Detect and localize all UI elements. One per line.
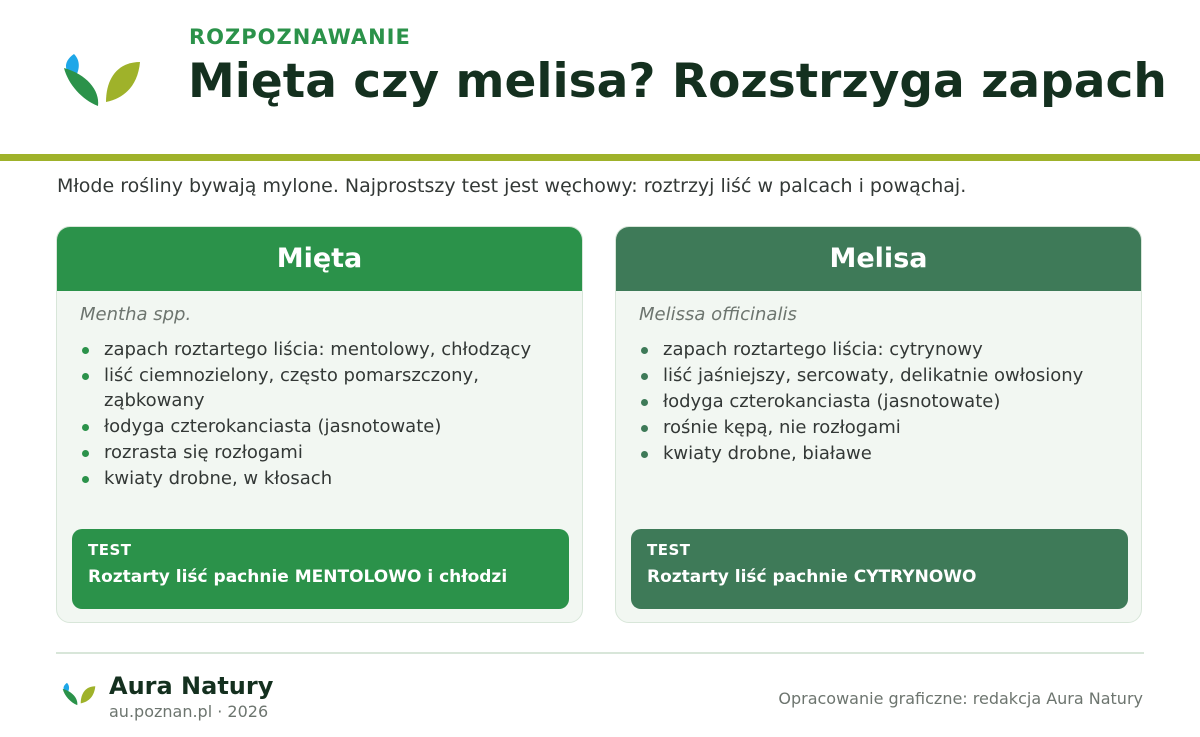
trait-item: liść jaśniejszy, sercowaty, delikatnie owłosiony	[639, 363, 1099, 388]
trait-item: kwiaty drobne, białawe	[639, 441, 1099, 466]
test-box	[631, 529, 1128, 609]
credit-text: Opracowanie graficzne: redakcja Aura Natury	[778, 689, 1143, 708]
card-title: Mięta	[57, 227, 582, 291]
trait-item: łodyga czterokanciasta (jasnotowate)	[639, 389, 1099, 414]
test-text: Roztarty liść pachnie CYTRYNOWO	[647, 567, 977, 587]
traits-list	[639, 337, 1099, 467]
trait-item: rozrasta się rozłogami	[80, 440, 540, 465]
traits-list	[80, 337, 540, 492]
test-label: TEST	[88, 541, 132, 559]
brand-name: Aura Natury	[109, 672, 274, 700]
leaves-logo-icon	[60, 50, 144, 110]
trait-item: łodyga czterokanciasta (jasnotowate)	[80, 414, 540, 439]
accent-divider	[0, 154, 1200, 161]
card-mint	[56, 226, 583, 623]
trait-item: rośnie kępą, nie rozłogami	[639, 415, 1099, 440]
test-text: Roztarty liść pachnie MENTOLOWO i chłodzi	[88, 567, 508, 587]
trait-item: kwiaty drobne, w kłosach	[80, 466, 540, 491]
card-title: Melisa	[616, 227, 1141, 291]
intro-text: Młode rośliny bywają mylone. Najprostszy test jest węchowy: roztrzyj liść w palcach i powąchaj.	[57, 175, 967, 197]
trait-item: zapach roztartego liścia: cytrynowy	[639, 337, 1099, 362]
kicker: ROZPOZNAWANIE	[189, 25, 411, 49]
header	[0, 0, 1200, 154]
page-title: Mięta czy melisa? Rozstrzyga zapach	[188, 54, 1167, 109]
footer-divider	[56, 652, 1144, 654]
leaves-logo-icon	[61, 681, 97, 707]
trait-item: liść ciemnozielony, często pomarszczony, ząbkowany	[80, 363, 540, 413]
card-melissa	[615, 226, 1142, 623]
latin-name: Melissa officinalis	[639, 304, 797, 325]
test-box	[72, 529, 569, 609]
latin-name: Mentha spp.	[80, 304, 192, 325]
brand-subtitle: au.poznan.pl · 2026	[109, 702, 269, 721]
trait-item: zapach roztartego liścia: mentolowy, chłodzący	[80, 337, 540, 362]
test-label: TEST	[647, 541, 691, 559]
